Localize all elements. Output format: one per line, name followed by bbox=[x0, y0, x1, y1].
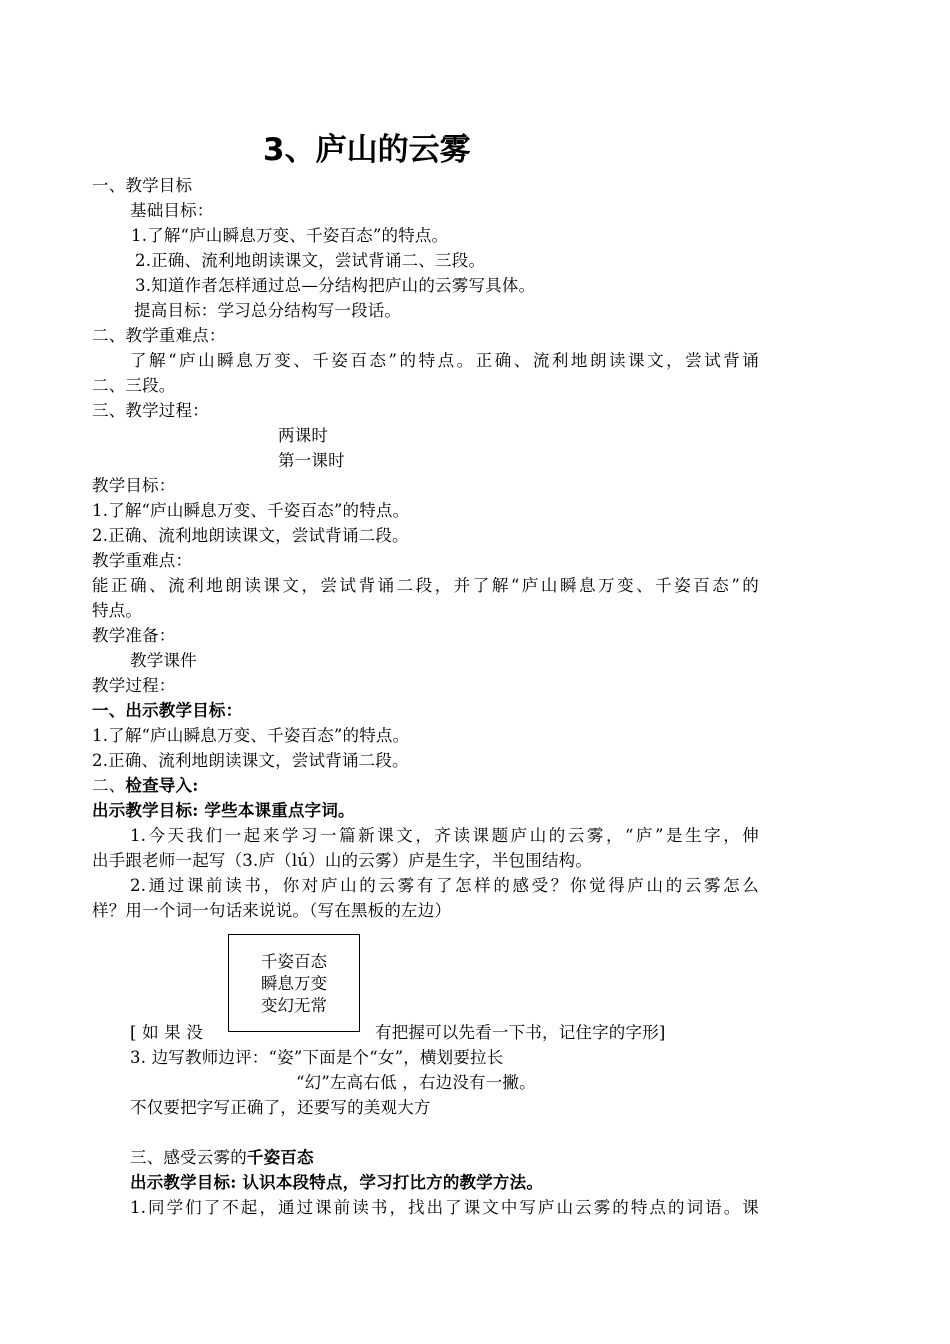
section-heading-process: 三、教学过程： bbox=[92, 401, 209, 420]
vocab-word-2: 瞬息万变 bbox=[261, 974, 327, 993]
section-heading-objectives: 一、教学目标 bbox=[92, 176, 193, 195]
step-3-prefix: 三、感受云雾的 bbox=[130, 1148, 247, 1167]
lesson-objective-2: 2.正确、流利地朗读课文，尝试背诵二段。 bbox=[92, 526, 409, 545]
lesson-objectives-heading: 教学目标： bbox=[92, 476, 176, 495]
preparation-heading: 教学准备： bbox=[92, 626, 176, 645]
lesson-objective-1: 1.了解“庐山瞬息万变、千姿百态”的特点。 bbox=[92, 501, 410, 520]
goal-item-1: 1.了解“庐山瞬息万变、千姿百态”的特点。 bbox=[131, 226, 449, 245]
note-left: [ 如 果 没 bbox=[130, 1023, 204, 1042]
key-points-text: 了解“庐山瞬息万变、千姿百态”的特点。正确、流利地朗读课文，尝试背诵 bbox=[130, 351, 759, 370]
step-2-paragraph-1-cont: 出手跟老师一起写（3.庐（lú）山的云雾）庐是生字，半包围结构。 bbox=[92, 851, 593, 870]
step-2-paragraph-2-cont: 样？用一个词一句话来说说。（写在黑板的左边） bbox=[92, 901, 452, 920]
step-2-objective: 出示教学目标: 学些本课重点字词。 bbox=[92, 801, 355, 820]
step-3-objective: 出示教学目标: 认识本段特点，学习打比方的教学方法。 bbox=[130, 1173, 544, 1192]
step-2-item-3: 3. 边写教师边评：“姿”下面是个“女”，横划要拉长 bbox=[130, 1048, 504, 1067]
step-3-heading bbox=[130, 1146, 314, 1170]
step-2-paragraph-1: 1.今天我们一起来学习一篇新课文，齐读课题庐山的云雾，“庐”是生字，伸 bbox=[130, 826, 759, 845]
key-points-text-cont: 二、三段。 bbox=[92, 376, 176, 395]
step-2-title: 检查导入: bbox=[125, 776, 199, 795]
step-2-number: 二、 bbox=[92, 776, 126, 795]
vocabulary-box bbox=[228, 934, 360, 1032]
step-2-heading bbox=[92, 774, 199, 798]
lesson-key-points-text: 能正确、流利地朗读课文，尝试背诵二段，并了解“庐山瞬息万变、千姿百态”的 bbox=[92, 576, 759, 595]
vocab-word-3: 变幻无常 bbox=[261, 996, 327, 1015]
step-1-heading: 一、出示教学目标： bbox=[92, 701, 243, 720]
advanced-goal: 提高目标：学习总分结构写一段话。 bbox=[134, 301, 402, 320]
step-2-paragraph-2: 2.通过课前读书，你对庐山的云雾有了怎样的感受？你觉得庐山的云雾怎么 bbox=[130, 876, 759, 895]
step-1-objective-1: 1.了解“庐山瞬息万变、千姿百态”的特点。 bbox=[92, 726, 410, 745]
process-heading: 教学过程： bbox=[92, 676, 176, 695]
step-1-objective-2: 2.正确、流利地朗读课文，尝试背诵二段。 bbox=[92, 751, 409, 770]
preparation-text: 教学课件 bbox=[130, 651, 197, 670]
lesson-key-points-text-cont: 特点。 bbox=[92, 601, 143, 620]
step-2-summary: 不仅要把字写正确了，还要写的美观大方 bbox=[130, 1098, 431, 1117]
lesson-key-points-heading: 教学重难点： bbox=[92, 551, 193, 570]
step-3-keyword: 千姿百态 bbox=[246, 1148, 314, 1167]
vocab-word-1: 千姿百态 bbox=[261, 952, 327, 971]
step-2-item-3-cont: “幻”左高右低 ，右边没有一撇。 bbox=[296, 1073, 536, 1092]
goal-item-2: 2.正确、流利地朗读课文，尝试背诵二、三段。 bbox=[135, 251, 486, 270]
lesson-label: 第一课时 bbox=[278, 451, 345, 470]
goal-item-3: 3.知道作者怎样通过总—分结构把庐山的云雾写具体。 bbox=[135, 276, 536, 295]
section-heading-key-points: 二、教学重难点： bbox=[92, 326, 226, 345]
subheading-basic-goals: 基础目标： bbox=[130, 201, 214, 220]
step-3-paragraph-1: 1.同学们了不起，通过课前读书，找出了课文中写庐山云雾的特点的词语。课 bbox=[130, 1198, 759, 1217]
lesson-count: 两课时 bbox=[278, 426, 329, 445]
page-title: 3、庐山的云雾 bbox=[263, 132, 471, 168]
note-right: 有把握可以先看一下书，记住字的字形] bbox=[375, 1023, 666, 1042]
